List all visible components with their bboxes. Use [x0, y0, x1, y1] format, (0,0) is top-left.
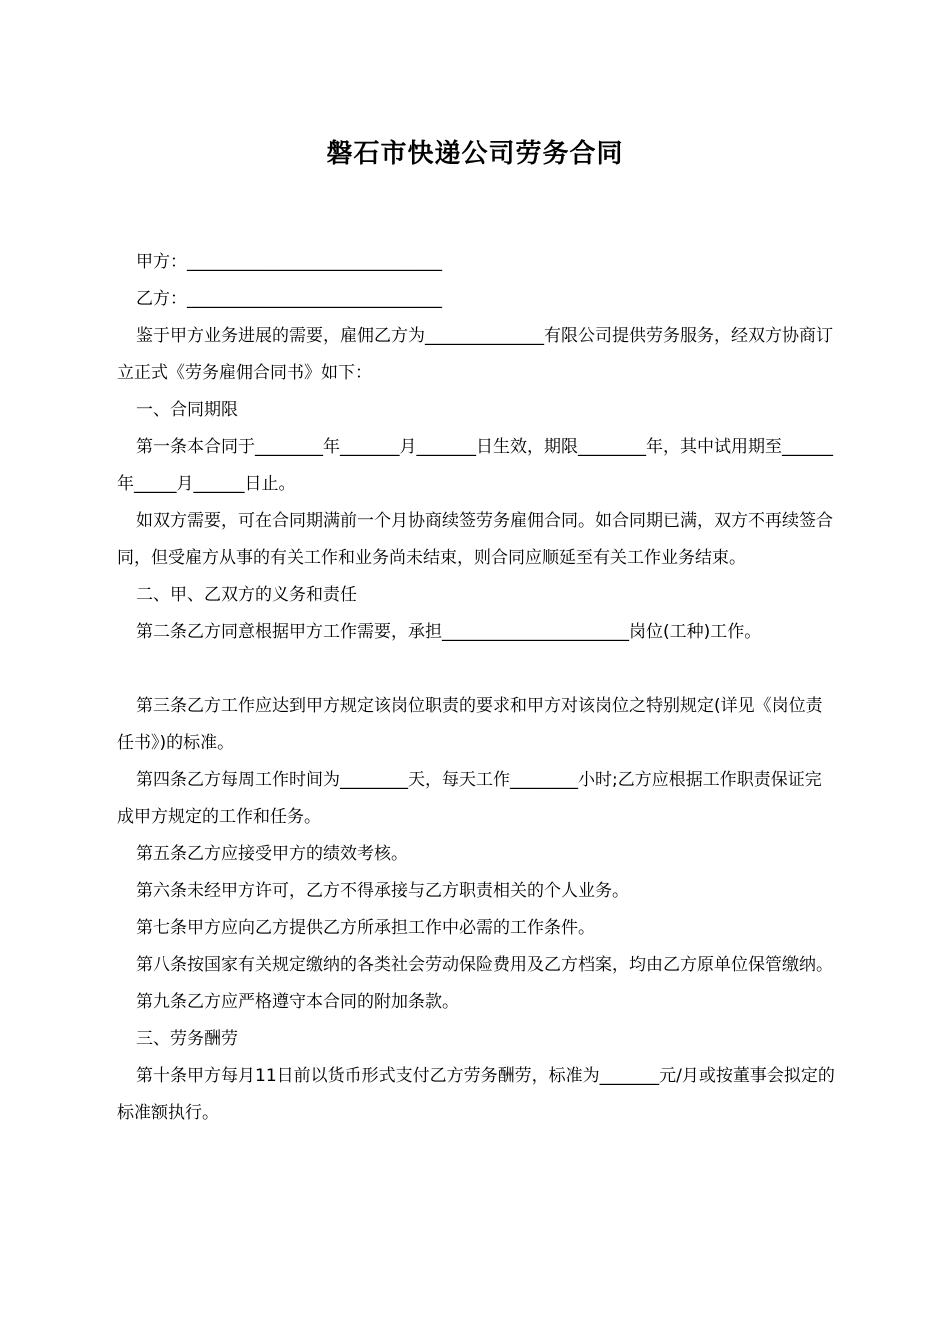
- page-title: 磐石市快递公司劳务合同: [326, 139, 624, 169]
- preamble-paragraph: 鉴于甲方业务进展的需要，雇佣乙方为______________有限公司提供劳务服务，经双方协商订立正式《劳务雇佣合同书》如下：: [117, 326, 833, 383]
- clause-3: 第三条乙方工作应达到甲方规定该岗位职责的要求和甲方对该岗位之特别规定(详见《岗位责任书》)的标准。: [117, 696, 823, 753]
- party-a-line: 甲方：______________________________: [136, 252, 442, 272]
- clause-7: 第七条甲方应向乙方提供乙方所承担工作中必需的工作条件。: [136, 918, 595, 938]
- blank-line: [117, 651, 837, 688]
- section-heading-term: 一、合同期限: [136, 400, 238, 420]
- party-b-line: 乙方：______________________________: [136, 289, 442, 309]
- clause-5: 第五条乙方应接受甲方的绩效考核。: [136, 844, 408, 864]
- clause-6: 第六条未经甲方许可，乙方不得承接与乙方职责相关的个人业务。: [136, 881, 629, 901]
- section-heading-duties: 二、甲、乙双方的义务和责任: [136, 585, 357, 605]
- contract-body: [117, 244, 837, 1132]
- clause-10: 第十条甲方每月11日前以货币形式支付乙方劳务酬劳，标准为_______元/月或按董事会拟定的标准额执行。: [117, 1066, 835, 1123]
- section-heading-pay: 三、劳务酬劳: [136, 1029, 238, 1049]
- clause-1: 第一条本合同于________年_______月_______日生效，期限________年，其中试用期至______年_____月______日止。: [117, 437, 833, 494]
- clause-9: 第九条乙方应严格遵守本合同的附加条款。: [136, 992, 459, 1012]
- renewal-paragraph: 如双方需要，可在合同期满前一个月协商续签劳务雇佣合同。如合同期已满，双方不再续签合同，但受雇方从事的有关工作和业务尚未结束，则合同应顺延至有关工作业务结束。: [117, 511, 833, 568]
- clause-2: 第二条乙方同意根据甲方工作需要，承担______________________岗位(工种)工作。: [136, 622, 762, 642]
- clause-8: 第八条按国家有关规定缴纳的各类社会劳动保险费用及乙方档案，均由乙方原单位保管缴纳。: [136, 955, 833, 975]
- clause-4: 第四条乙方每周工作时间为________天，每天工作________小时;乙方应根据工作职责保证完成甲方规定的工作和任务。: [117, 770, 822, 827]
